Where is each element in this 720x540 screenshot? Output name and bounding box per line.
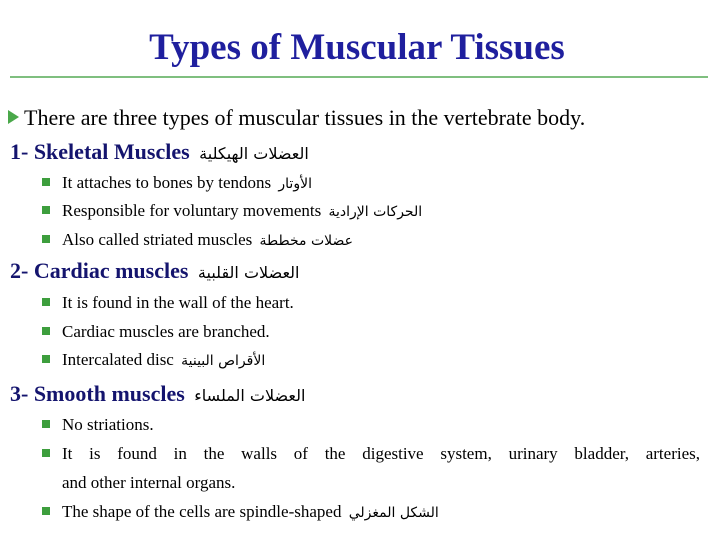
- list-item: [42, 199, 422, 224]
- square-bullet-icon: [42, 206, 50, 214]
- intro-text: There are three types of muscular tissues in the vertebrate body.: [24, 105, 586, 130]
- square-bullet-icon: [42, 449, 50, 457]
- intro-line: [8, 104, 585, 132]
- square-bullet-icon: [42, 355, 50, 363]
- list-item: [42, 228, 353, 253]
- section-heading-arabic: العضلات الهيكلية: [199, 144, 309, 163]
- list-item-text: Responsible for voluntary movements: [62, 201, 322, 220]
- list-item-text: Cardiac muscles are branched.: [62, 322, 270, 341]
- list-item-text: The shape of the cells are spindle-shaped: [62, 502, 342, 521]
- title-divider: [10, 76, 708, 78]
- list-item-continuation: and other internal organs.: [62, 473, 236, 492]
- section-heading-text: 2- Cardiac muscles: [10, 258, 189, 283]
- slide-title: Types of Muscular Tissues: [149, 27, 565, 68]
- section-heading-arabic: العضلات الملساء: [194, 386, 306, 405]
- list-item-text: No striations.: [62, 415, 154, 434]
- square-bullet-icon: [42, 327, 50, 335]
- list-item: [42, 320, 270, 344]
- section-heading-smooth: [10, 380, 305, 410]
- square-bullet-icon: [42, 178, 50, 186]
- section-heading-arabic: العضلات القلبية: [197, 263, 300, 282]
- section-heading-text: 1- Skeletal Muscles: [10, 139, 190, 164]
- list-item-text: It is found in the wall of the heart.: [62, 293, 294, 312]
- square-bullet-icon: [42, 298, 50, 306]
- section-heading-text: 3- Smooth muscles: [10, 381, 185, 406]
- square-bullet-icon: [42, 235, 50, 243]
- list-item-text: Intercalated disc: [62, 350, 174, 369]
- list-item-arabic: الأوتار: [278, 176, 312, 192]
- section-heading-skeletal: [10, 138, 309, 168]
- arrow-bullet-icon: [8, 110, 19, 124]
- list-item: [42, 500, 439, 525]
- section-heading-cardiac: [10, 257, 299, 287]
- square-bullet-icon: [42, 507, 50, 515]
- list-item-arabic: الشكل المغزلي: [348, 505, 439, 521]
- list-item-text: Also called striated muscles: [62, 230, 253, 249]
- list-item: [42, 291, 294, 315]
- list-item: [42, 171, 312, 196]
- list-item-arabic: الحركات الإرادية: [328, 204, 423, 220]
- list-item-arabic: عضلات مخططة: [259, 233, 354, 249]
- list-item: [42, 413, 154, 437]
- list-item-text: It attaches to bones by tendons: [62, 173, 272, 192]
- list-item: [42, 442, 700, 466]
- square-bullet-icon: [42, 420, 50, 428]
- list-item-arabic: الأقراص البينية: [181, 353, 266, 369]
- list-item-text: It is found in the walls of the digestive system, urinary bladder, arteries,: [62, 444, 700, 463]
- list-item: [42, 348, 265, 373]
